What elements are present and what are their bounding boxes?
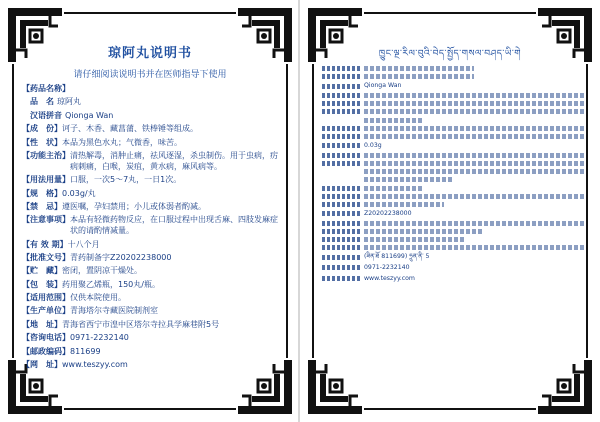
field-label: 【 地 址 】 [22, 320, 62, 331]
field-label: 【 规 格 】 [22, 189, 62, 200]
tibetan-line [322, 169, 584, 174]
field-row [22, 202, 284, 213]
tibetan-field-list [322, 66, 584, 285]
tibetan-line [322, 126, 584, 131]
tibetan-dose-value: 0.03g [364, 142, 382, 150]
tibetan-line [322, 186, 584, 191]
tibetan-line [322, 161, 584, 166]
tibetan-line [322, 237, 584, 242]
frame-line-bottom [64, 408, 236, 410]
field-rows [22, 97, 284, 370]
field-label: 【 生产单位 】 [22, 306, 70, 317]
frame-line-right [286, 64, 288, 358]
field-label: 品 名 [30, 97, 54, 107]
tibetan-line [322, 177, 584, 182]
tibetan-line [322, 74, 584, 79]
tibetan-line [322, 93, 584, 98]
field-label: 【 禁 忌 】 [22, 202, 62, 213]
field-label: 【 用法用量 】 [22, 175, 70, 186]
tibetan-line [322, 153, 584, 158]
field-row [22, 151, 284, 173]
field-value: 密闭，置阴凉干燥处。 [62, 266, 142, 276]
field-value: 遵医嘱，孕妇禁用；小儿或体弱者酌减。 [62, 201, 206, 211]
field-label: 汉语拼音 [30, 110, 62, 120]
field-label: 【 性 状 】 [22, 138, 62, 149]
tibetan-line-tel [322, 264, 584, 271]
tibetan-tel-value: 0971-2232140 [364, 264, 410, 272]
field-value: 仅供本院使用。 [70, 293, 126, 303]
field-row [22, 240, 284, 251]
field-label: 【 贮 藏 】 [22, 266, 62, 277]
tibetan-address-value: (ཟིན་ཐོ 811699) ཧྲུན་ནི་ 5 [364, 253, 430, 261]
tibetan-line [322, 221, 584, 226]
section-header-label: 【 药品名称 】 [22, 84, 70, 95]
document-title: 琼阿丸说明书 [107, 46, 192, 61]
frame-line-right [586, 64, 588, 358]
field-value: 811699 [70, 346, 101, 356]
field-label: 【 咨询电话 】 [22, 333, 70, 344]
field-row [22, 215, 284, 237]
tibetan-line-dose [322, 142, 584, 149]
ornament-corner-bottom-right [534, 356, 596, 418]
tibetan-product-latin: Qionga Wan [364, 82, 402, 90]
tibetan-title: ཁྱུང་ལྔ་རིལ་བུའི་བེད་སྤྱོད་གསལ་བཤད་ཡི་གེ [378, 49, 522, 59]
ornament-corner-bottom-left [304, 356, 366, 418]
tibetan-line [322, 109, 584, 114]
field-label: 【 有 效 期 】 [22, 240, 68, 251]
document-subtitle: 请仔细阅读说明书并在医师指导下使用 [73, 70, 227, 80]
field-row [22, 266, 284, 277]
field-label: 【 批准文号 】 [22, 253, 70, 264]
field-value: 诃子、木香、藏菖蒲、铁棒锤等组成。 [62, 124, 198, 134]
field-row [22, 320, 284, 331]
field-row [22, 293, 284, 304]
field-label: 【 功能主治 】 [22, 151, 70, 173]
field-value: 清热解毒，消肿止痛，祛风逐湿，杀虫制伤。用于虫病，疠病刺痛，白喉，炭疽，黄水病，麻风病等。 [70, 150, 278, 171]
frame-line-top [64, 12, 236, 14]
field-value: www.teszyy.com [62, 360, 128, 370]
field-value: 琼阿丸 [57, 97, 81, 107]
field-label: 【 成 份 】 [22, 124, 62, 135]
field-label: 【 包 装 】 [22, 280, 62, 291]
field-row [22, 124, 284, 135]
field-row [22, 333, 284, 344]
tibetan-line-approval [322, 210, 584, 217]
tibetan-website-value: www.teszyy.com [364, 274, 415, 282]
tibetan-line [322, 194, 584, 199]
field-value: 0971-2232140 [70, 333, 129, 343]
tibetan-line [322, 134, 584, 139]
field-row [22, 347, 284, 358]
field-value: 青海塔尔寺藏医院制剂室 [70, 306, 158, 316]
tibetan-line [322, 66, 584, 71]
field-label: 【 适用范围 】 [22, 293, 70, 304]
field-row [22, 253, 284, 264]
frame-line-bottom [364, 408, 536, 410]
field-row [22, 280, 284, 291]
tibetan-line [322, 118, 584, 123]
field-label: 【 邮政编码 】 [22, 347, 70, 358]
field-row [22, 360, 284, 371]
tibetan-approval-number: Z20202238000 [364, 210, 412, 218]
field-row [22, 97, 284, 108]
tibetan-line-address [322, 253, 584, 260]
tibetan-line [322, 245, 584, 250]
tibetan-line-latin [322, 82, 584, 89]
field-row [22, 306, 284, 317]
field-value: 本品为黑色水丸；气微香，味苦。 [62, 137, 182, 147]
field-label: 【 网 址 】 [22, 360, 62, 371]
field-label: 【 注意事项 】 [22, 215, 70, 237]
field-row [22, 138, 284, 149]
field-list [22, 84, 284, 373]
field-value: 药用聚乙烯瓶，150丸/瓶。 [62, 279, 160, 289]
field-value: Qionga Wan [65, 110, 114, 120]
tibetan-line [322, 202, 584, 207]
field-row [22, 175, 284, 186]
tibetan-line-web [322, 275, 584, 282]
field-value: 青药制备字Z20202238000 [70, 252, 172, 262]
field-value: 本品有轻微药物反应，在口服过程中出现舌麻、四肢发麻症状的请酌情减量。 [70, 215, 278, 236]
section-header-row [22, 84, 284, 95]
tibetan-line [322, 229, 584, 234]
field-value: 青海省西宁市湟中区塔尔寺拉具学麻巷附5号 [62, 319, 220, 329]
field-value: 口服，一次5～7丸，一日1次。 [70, 175, 182, 185]
field-value: 0.03g/丸 [62, 188, 96, 198]
frame-line-top [364, 12, 536, 14]
field-row [22, 189, 284, 200]
field-value: 十八个月 [67, 239, 100, 249]
field-row [22, 111, 284, 122]
frame-line-left [12, 64, 14, 358]
frame-line-left [312, 64, 314, 358]
tibetan-line [322, 101, 584, 106]
tibetan-page [300, 0, 600, 422]
